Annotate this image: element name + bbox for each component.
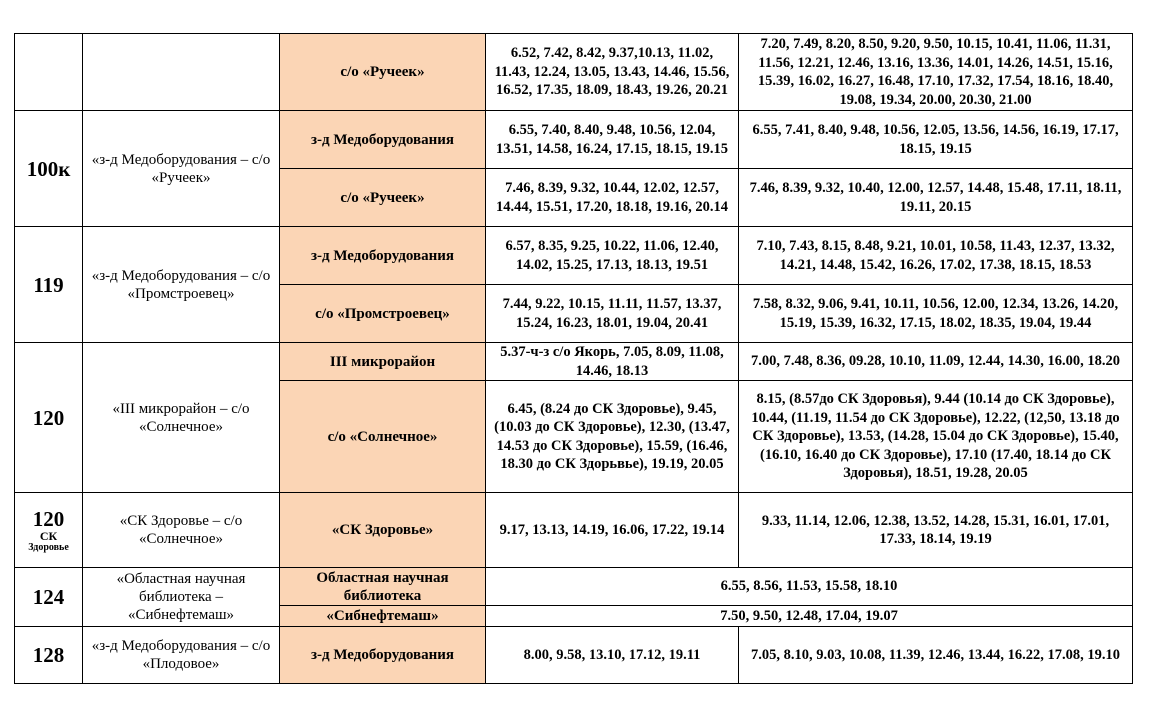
all-days-times: 7.50, 9.50, 12.48, 17.04, 19.07 bbox=[486, 606, 1133, 627]
stop-cell: с/о «Промстроевец» bbox=[280, 285, 486, 343]
weekend-times: 7.20, 7.49, 8.20, 8.50, 9.20, 9.50, 10.15, 10.41, 11.06, 11.31, 11.56, 12.21, 12.46, 13.16, 13.36, 14.01, 14.26, 14.51, 15.16, 15.39, 16.02, 16.27, 16.48, 17.10, 17.32, 17.54, 18.16, 18.40, 19.08, 19.34, 20.00, 20.30, 21.00 bbox=[739, 34, 1133, 111]
route-number-sub: СК bbox=[39, 528, 58, 543]
route-name: «з-д Медоборудования – с/о «Плодовое» bbox=[83, 627, 280, 684]
route-name: «III микрорайон – с/о «Солнечное» bbox=[83, 343, 280, 493]
stop-cell: с/о «Ручеек» bbox=[280, 34, 486, 111]
weekday-times: 9.17, 13.13, 14.19, 16.06, 17.22, 19.14 bbox=[486, 493, 739, 568]
route-number: 124 bbox=[15, 568, 83, 627]
stop-cell: Областная научная библиотека bbox=[280, 568, 486, 606]
table-row bbox=[15, 34, 1133, 111]
weekend-times: 7.10, 7.43, 8.15, 8.48, 9.21, 10.01, 10.58, 11.43, 12.37, 13.32, 14.21, 14.48, 15.42, 16.26, 17.02, 17.38, 18.15, 18.53 bbox=[739, 227, 1133, 285]
route-number: 100к bbox=[15, 111, 83, 227]
stop-cell: з-д Медоборудования bbox=[280, 227, 486, 285]
table-row bbox=[15, 227, 1133, 285]
route-number bbox=[15, 493, 83, 568]
table-row bbox=[15, 111, 1133, 169]
stop-cell: III микрорайон bbox=[280, 343, 486, 381]
weekend-times: 7.46, 8.39, 9.32, 10.40, 12.00, 12.57, 14.48, 15.48, 17.11, 18.11, 19.11, 20.15 bbox=[739, 169, 1133, 227]
stop-cell: с/о «Ручеек» bbox=[280, 169, 486, 227]
route-number-cell bbox=[15, 34, 83, 111]
weekday-times: 7.46, 8.39, 9.32, 10.44, 12.02, 12.57, 14.44, 15.51, 17.20, 18.18, 19.16, 20.14 bbox=[486, 169, 739, 227]
weekend-times: 7.05, 8.10, 9.03, 10.08, 11.39, 12.46, 13.44, 16.22, 17.08, 19.10 bbox=[739, 627, 1133, 684]
route-number: 119 bbox=[15, 227, 83, 343]
weekday-times: 8.00, 9.58, 13.10, 17.12, 19.11 bbox=[486, 627, 739, 684]
weekend-times: 8.15, (8.57до СК Здоровья), 9.44 (10.14 до СК Здоровье), 10.44, (11.19, 11.54 до СК Здоровье), 12.22, (12,50, 13.18 до СК Здоровье), 13.53, (14.28, 15.04 до СК Здоровье), 15.40, (16.10, 16.40 до СК Здоровье), 17.10 (17.40, 18.14 до СК Здоровья), 18.51, 19.28, 20.05 bbox=[739, 381, 1133, 493]
table-row bbox=[15, 627, 1133, 684]
weekend-times: 9.33, 11.14, 12.06, 12.38, 13.52, 14.28, 15.31, 16.01, 17.01, 17.33, 18.14, 19.19 bbox=[739, 493, 1133, 568]
weekday-times: 6.52, 7.42, 8.42, 9.37,10.13, 11.02, 11.43, 12.24, 13.05, 13.43, 14.46, 15.56, 16.52, 17.35, 18.09, 18.43, 19.26, 20.21 bbox=[486, 34, 739, 111]
all-days-times: 6.55, 8.56, 11.53, 15.58, 18.10 bbox=[486, 568, 1133, 606]
route-name: «Областная научная библиотека – «Сибнефтемаш» bbox=[83, 568, 280, 627]
stop-cell: «СК Здоровье» bbox=[280, 493, 486, 568]
route-name-cell bbox=[83, 34, 280, 111]
route-name: «з-д Медоборудования – с/о «Промстроевец» bbox=[83, 227, 280, 343]
bus-schedule-table bbox=[14, 33, 1133, 684]
table-row bbox=[15, 493, 1133, 568]
weekend-times: 7.00, 7.48, 8.36, 09.28, 10.10, 11.09, 12.44, 14.30, 16.00, 18.20 bbox=[739, 343, 1133, 381]
weekend-times: 6.55, 7.41, 8.40, 9.48, 10.56, 12.05, 13.56, 14.56, 16.19, 17.17, 18.15, 19.15 bbox=[739, 111, 1133, 169]
weekday-times: 7.44, 9.22, 10.15, 11.11, 11.57, 13.37, 15.24, 16.23, 18.01, 19.04, 20.41 bbox=[486, 285, 739, 343]
stop-cell: с/о «Солнечное» bbox=[280, 381, 486, 493]
route-name: «з-д Медоборудования – с/о «Ручеек» bbox=[83, 111, 280, 227]
stop-cell: з-д Медоборудования bbox=[280, 627, 486, 684]
stop-cell: з-д Медоборудования bbox=[280, 111, 486, 169]
weekday-times: 6.55, 7.40, 8.40, 9.48, 10.56, 12.04, 13.51, 14.58, 16.24, 17.15, 18.15, 19.15 bbox=[486, 111, 739, 169]
weekday-times: 6.45, (8.24 до СК Здоровье), 9.45, (10.03 до СК Здоровье), 12.30, (13.47, 14.53 до СК Здоровье), 15.59, (16.46, 18.30 до СК Здорьвье), 19.19, 20.05 bbox=[486, 381, 739, 493]
route-number: 120 bbox=[15, 343, 83, 493]
table-row bbox=[15, 343, 1133, 381]
route-number-sub: Здоровье bbox=[28, 541, 69, 553]
route-name: «СК Здоровье – с/о «Солнечное» bbox=[83, 493, 280, 568]
stop-cell: «Сибнефтемаш» bbox=[280, 606, 486, 627]
route-number-main: 120 bbox=[32, 506, 65, 531]
table-row bbox=[15, 568, 1133, 606]
weekday-times: 5.37-ч-з с/о Якорь, 7.05, 8.09, 11.08, 14.46, 18.13 bbox=[486, 343, 739, 381]
weekend-times: 7.58, 8.32, 9.06, 9.41, 10.11, 10.56, 12.00, 12.34, 13.26, 14.20, 15.19, 15.39, 16.32, 17.15, 18.02, 18.35, 19.04, 19.44 bbox=[739, 285, 1133, 343]
weekday-times: 6.57, 8.35, 9.25, 10.22, 11.06, 12.40, 14.02, 15.25, 17.13, 18.13, 19.51 bbox=[486, 227, 739, 285]
route-number: 128 bbox=[15, 627, 83, 684]
